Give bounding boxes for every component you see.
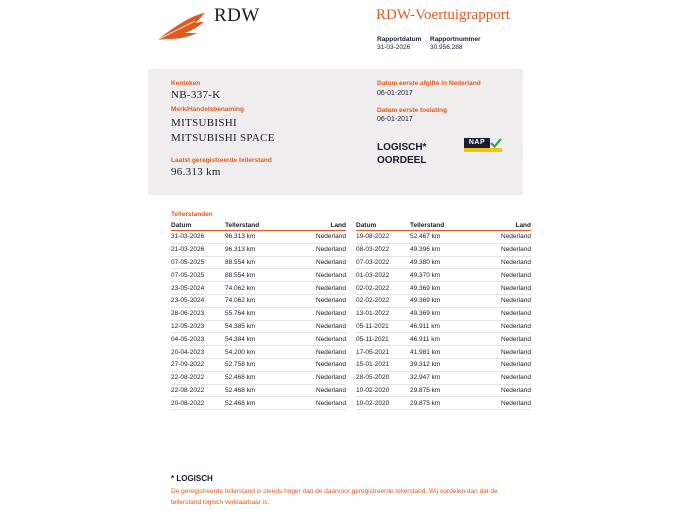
reading-value: 88.554 km: [225, 256, 289, 269]
reading-value: 32.947 km: [410, 371, 474, 384]
reading-date: 07-05-2025: [171, 269, 225, 282]
reading-date: 28-05-2020: [356, 371, 410, 384]
reading-date: 28-06-2023: [171, 307, 225, 320]
reading-value: 74.062 km: [225, 282, 289, 295]
col-reading: Tellerstand: [410, 221, 474, 231]
reading-value: 49.369 km: [410, 307, 474, 320]
table-row: [171, 231, 346, 244]
table-row: [171, 397, 346, 410]
reading-date: 20-04-2023: [171, 346, 225, 359]
col-country: Land: [474, 221, 531, 231]
reading-value: 49.369 km: [410, 282, 474, 295]
reading-value: 52.758 km: [225, 358, 289, 371]
reading-value: 52.468 km: [225, 384, 289, 397]
reading-date: 15-01-2021: [356, 358, 410, 371]
reading-country: Nederland: [289, 346, 346, 359]
reading-country: Nederland: [474, 371, 531, 384]
table-row: [356, 256, 531, 269]
reading-date: 22-08-2022: [171, 384, 225, 397]
table-row: [171, 256, 346, 269]
readings-table-left: [171, 221, 346, 410]
table-row: [356, 371, 531, 384]
first-reg-nl-label: Datum eerste afgifte in Nederland: [377, 80, 481, 87]
readings-section-title: Tellerstanden: [171, 211, 213, 218]
make-label: Merk/Handelsbenaming: [171, 106, 244, 113]
table-row: [171, 269, 346, 282]
reading-country: Nederland: [289, 282, 346, 295]
reading-date: 23-05-2024: [171, 294, 225, 307]
reading-country: Nederland: [289, 307, 346, 320]
reading-country: Nederland: [289, 231, 346, 244]
reading-value: 41.981 km: [410, 346, 474, 359]
col-date: Datum: [356, 221, 410, 231]
reading-value: 52.467 km: [410, 231, 474, 244]
reading-date: 23-05-2024: [171, 282, 225, 295]
reading-country: Nederland: [289, 333, 346, 346]
table-row: [171, 320, 346, 333]
col-country: Land: [289, 221, 346, 231]
reading-country: Nederland: [474, 282, 531, 295]
table-row: [171, 282, 346, 295]
plate-value: NB-337-K: [171, 89, 221, 101]
table-row: [171, 384, 346, 397]
reading-value: 49.369 km: [410, 294, 474, 307]
reading-date: 12-05-2023: [171, 320, 225, 333]
table-row: [356, 294, 531, 307]
brand-name: RDW: [214, 5, 260, 26]
table-row: [356, 243, 531, 256]
reading-country: Nederland: [474, 333, 531, 346]
table-row: [356, 320, 531, 333]
report-number-label: Rapportnummer: [430, 36, 481, 43]
reading-country: Nederland: [474, 358, 531, 371]
table-row: [356, 231, 531, 244]
table-row: [171, 333, 346, 346]
reading-country: Nederland: [289, 384, 346, 397]
reading-country: Nederland: [474, 294, 531, 307]
first-reg-nl-value: 06-01-2017: [377, 90, 413, 97]
reading-country: Nederland: [289, 243, 346, 256]
reading-country: Nederland: [289, 256, 346, 269]
nap-badge-text: NAP: [464, 138, 490, 148]
table-row: [171, 243, 346, 256]
reading-country: Nederland: [289, 397, 346, 410]
reading-value: 29.875 km: [410, 397, 474, 410]
rdw-feather-logo-icon: [155, 12, 207, 42]
reading-value: 54.385 km: [225, 320, 289, 333]
table-row: [356, 307, 531, 320]
reading-country: Nederland: [474, 346, 531, 359]
reading-country: Nederland: [474, 256, 531, 269]
reading-date: 31-03-2026: [171, 231, 225, 244]
reading-date: 08-03-2022: [356, 243, 410, 256]
reading-date: 22-08-2022: [171, 371, 225, 384]
reading-country: Nederland: [474, 397, 531, 410]
footnote-title: * LOGISCH: [171, 474, 213, 483]
table-row: [356, 282, 531, 295]
reading-country: Nederland: [289, 269, 346, 282]
table-row: [171, 294, 346, 307]
reading-country: Nederland: [289, 320, 346, 333]
table-row: [171, 371, 346, 384]
reading-date: 01-03-2022: [356, 269, 410, 282]
reading-value: 46.911 km: [410, 320, 474, 333]
reading-country: Nederland: [474, 307, 531, 320]
nap-badge: [464, 138, 502, 153]
table-row: [171, 358, 346, 371]
reading-date: 10-02-2020: [356, 397, 410, 410]
reading-date: 21-03-2026: [171, 243, 225, 256]
reading-date: 20-08-2022: [171, 397, 225, 410]
table-row: [171, 307, 346, 320]
reading-value: 88.554 km: [225, 269, 289, 282]
reading-date: 02-02-2022: [356, 294, 410, 307]
odometer-label: Laatst geregistreerde tellerstand: [171, 157, 272, 164]
reading-value: 96.313 km: [225, 243, 289, 256]
reading-date: 13-01-2022: [356, 307, 410, 320]
reading-country: Nederland: [474, 243, 531, 256]
reading-country: Nederland: [474, 320, 531, 333]
reading-date: 10-02-2020: [356, 384, 410, 397]
reading-value: 39.312 km: [410, 358, 474, 371]
report-date-label: Rapportdatum: [377, 36, 422, 43]
verdict-line-2: OORDEEL: [377, 155, 427, 166]
reading-date: 07-05-2025: [171, 256, 225, 269]
reading-country: Nederland: [474, 384, 531, 397]
report-title: RDW-Voertuigrapport: [376, 7, 510, 23]
table-row: [356, 346, 531, 359]
reading-value: 54.384 km: [225, 333, 289, 346]
reading-value: 54.200 km: [225, 346, 289, 359]
reading-country: Nederland: [474, 231, 531, 244]
reading-date: 02-02-2022: [356, 282, 410, 295]
reading-value: 52.468 km: [225, 371, 289, 384]
footnote-text: De geregistreerde tellerstand is steeds hoger dan de daarvoor geregistreerde tellerstand. Wij oordelen dan dat de tellerstand logisch verklaarbaar is.: [171, 488, 498, 506]
odometer-value: 96.313 km: [171, 166, 221, 178]
table-row: [356, 358, 531, 371]
reading-value: 74.062 km: [225, 294, 289, 307]
report-number: 30.956.288: [430, 44, 463, 51]
reading-country: Nederland: [474, 269, 531, 282]
reading-date: 04-05-2023: [171, 333, 225, 346]
reading-date: 27-09-2022: [171, 358, 225, 371]
reading-value: 29.875 km: [410, 384, 474, 397]
table-row: [356, 384, 531, 397]
table-row: [171, 346, 346, 359]
reading-country: Nederland: [289, 358, 346, 371]
report-date: 31-03-2026: [377, 44, 411, 51]
table-row: [356, 397, 531, 410]
table-row: [356, 269, 531, 282]
reading-value: 96.313 km: [225, 231, 289, 244]
checkmark-icon: [490, 137, 502, 149]
reading-date: 07-03-2022: [356, 256, 410, 269]
reading-value: 52.468 km: [225, 397, 289, 410]
reading-country: Nederland: [289, 294, 346, 307]
table-row: [356, 333, 531, 346]
reading-date: 19-08-2022: [356, 231, 410, 244]
reading-value: 49.370 km: [410, 269, 474, 282]
reading-country: Nederland: [289, 371, 346, 384]
model-value: MITSUBISHI SPACE: [171, 132, 275, 144]
col-reading: Tellerstand: [225, 221, 289, 231]
reading-date: 05-11-2021: [356, 333, 410, 346]
first-admission-value: 06-01-2017: [377, 116, 413, 123]
reading-value: 49.396 km: [410, 243, 474, 256]
verdict-line-1: LOGISCH*: [377, 142, 427, 153]
reading-value: 55.764 km: [225, 307, 289, 320]
plate-label: Kenteken: [171, 80, 201, 87]
readings-table-right: [356, 221, 531, 410]
first-admission-label: Datum eerste toelating: [377, 107, 448, 114]
reading-value: 49.380 km: [410, 256, 474, 269]
col-date: Datum: [171, 221, 225, 231]
reading-value: 46.911 km: [410, 333, 474, 346]
make-value: MITSUBISHI: [171, 117, 237, 129]
reading-date: 05-11-2021: [356, 320, 410, 333]
reading-date: 17-05-2021: [356, 346, 410, 359]
